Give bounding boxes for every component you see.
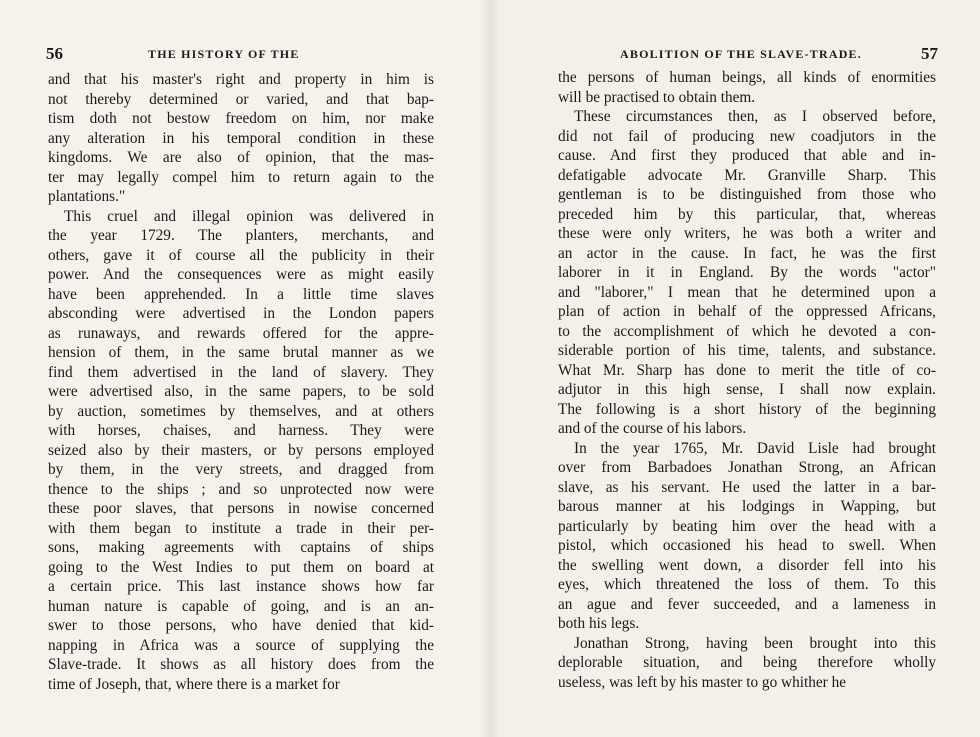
text-line: the persons of human beings, all kinds of enormities xyxy=(558,69,936,86)
text-line: useless, was left by his master to go whither he xyxy=(558,673,847,691)
right-page-header xyxy=(620,44,938,64)
left-page-header xyxy=(46,44,446,64)
text-line: others, gave it of course all the publicity in their xyxy=(48,246,434,264)
text-line: and of the course of his labors. xyxy=(558,420,747,437)
text-line: an actor in the cause. In fact, he was the first xyxy=(558,244,936,262)
text-line: and "laborer," I mean that he determined upon a xyxy=(558,283,936,301)
text-line: power. And the consequences were as might easily xyxy=(48,266,434,283)
text-line: defatigable advocate Mr. Granville Sharp. This xyxy=(558,166,936,184)
left-page-body xyxy=(48,70,434,694)
text-line: time of Joseph, that, where there is a market for xyxy=(48,675,340,693)
text-line: Slave-trade. It shows as all history does from the xyxy=(48,656,434,673)
text-line: these were only writers, he was both a writer and xyxy=(558,225,936,242)
text-line: siderable portion of his time, talents, and substance. xyxy=(558,342,936,359)
text-line: not thereby determined or varied, and that bap- xyxy=(48,90,434,108)
text-line: with them began to institute a trade in their per- xyxy=(48,519,434,537)
text-line: the year 1729. The planters, merchants, and xyxy=(48,227,434,244)
text-line: swer to those persons, who have denied that kid- xyxy=(48,617,434,634)
text-line: any alteration in his temporal condition in these xyxy=(48,129,434,147)
text-line: hension of them, in the same brutal manner as we xyxy=(48,344,434,361)
text-line: to the accomplishment of which he devoted a con- xyxy=(558,322,936,340)
text-line: tism doth not bestow freedom on him, nor make xyxy=(48,110,434,127)
text-line: were advertised also, in the same papers, to be sold xyxy=(48,383,434,400)
text-line: did not fail of producing new coadjutors in the xyxy=(558,127,936,145)
text-line: thence to the ships ; and so unprotected now were xyxy=(48,480,434,498)
text-line: sons, making agreements with captains of ships xyxy=(48,539,434,556)
left-running-head: THE HISTORY OF THE xyxy=(148,47,300,61)
text-line: cause. And first they produced that able and in- xyxy=(558,147,936,164)
text-line: plan of action in behalf of the oppressed Africans, xyxy=(558,303,936,320)
text-line: eyes, which threatened the loss of them. To this xyxy=(558,576,936,593)
text-line: What Mr. Sharp has done to merit the title of co- xyxy=(558,361,936,379)
text-line: seized also by their masters, or by persons employed xyxy=(48,441,434,459)
right-running-head: ABOLITION OF THE SLAVE-TRADE. xyxy=(620,47,862,61)
text-line: over from Barbadoes Jonathan Strong, an African xyxy=(558,459,936,476)
text-line: ter may legally compel him to return again to the xyxy=(48,168,434,186)
text-line: adjutor in this high sense, I shall now explain. xyxy=(558,381,936,398)
text-line: absconding were advertised in the London papers xyxy=(48,305,434,322)
text-line: kingdoms. We are also of opinion, that the mas- xyxy=(48,149,434,166)
left-page-number: 56 xyxy=(46,44,63,63)
text-line: human nature is capable of going, and is an an- xyxy=(48,597,434,615)
text-line: deplorable situation, and being therefore wholly xyxy=(558,654,936,671)
book-gutter xyxy=(480,0,500,737)
text-line: This cruel and illegal opinion was delivered in xyxy=(64,207,434,225)
text-line: the swelling went down, a disorder fell into his xyxy=(558,556,936,574)
text-line: particularly by beating him over the head with a xyxy=(558,517,936,535)
text-line: an ague and fever succeeded, and a lameness in xyxy=(558,595,936,613)
text-line: going to the West Indies to put them on board at xyxy=(48,558,434,576)
text-line: with horses, chaises, and harness. They were xyxy=(48,422,434,439)
text-line: preceded him by this particular, that, whereas xyxy=(558,205,936,223)
text-line: laborer in it in England. By the words "actor" xyxy=(558,264,936,281)
text-line: will be practised to obtain them. xyxy=(558,88,756,106)
text-line: a certain price. This last instance shows how far xyxy=(48,578,434,595)
text-line: These circumstances then, as I observed before, xyxy=(574,108,936,125)
text-line: both his legs. xyxy=(558,615,640,632)
text-line: slave, as his servant. He used the latter in a bar- xyxy=(558,478,936,496)
text-line: gentleman is to be distinguished from those who xyxy=(558,186,936,203)
text-line: these poor slaves, that persons in nowise concerned xyxy=(48,500,434,517)
text-line: by them, in the very streets, and dragged from xyxy=(48,461,434,478)
text-line: napping in Africa was a source of supplying the xyxy=(48,636,434,654)
text-line: In the year 1765, Mr. David Lisle had brought xyxy=(574,439,936,457)
right-page-number: 57 xyxy=(921,44,938,63)
text-line: and that his master's right and property in him is xyxy=(48,71,434,88)
text-line: pistol, which occasioned his head to swell. When xyxy=(558,537,936,554)
text-line: barous manner at his lodgings in Wapping, but xyxy=(558,498,936,515)
text-line: find them advertised in the land of slavery. They xyxy=(48,363,434,381)
text-line: plantations." xyxy=(48,188,126,205)
text-line: Jonathan Strong, having been brought into this xyxy=(574,634,936,652)
right-page-body xyxy=(558,68,936,692)
text-line: have been apprehended. In a little time slaves xyxy=(48,285,434,303)
text-line: by auction, sometimes by themselves, and at others xyxy=(48,402,434,420)
text-line: The following is a short history of the beginning xyxy=(558,400,936,418)
text-line: as runaways, and rewards offered for the appre- xyxy=(48,324,434,342)
